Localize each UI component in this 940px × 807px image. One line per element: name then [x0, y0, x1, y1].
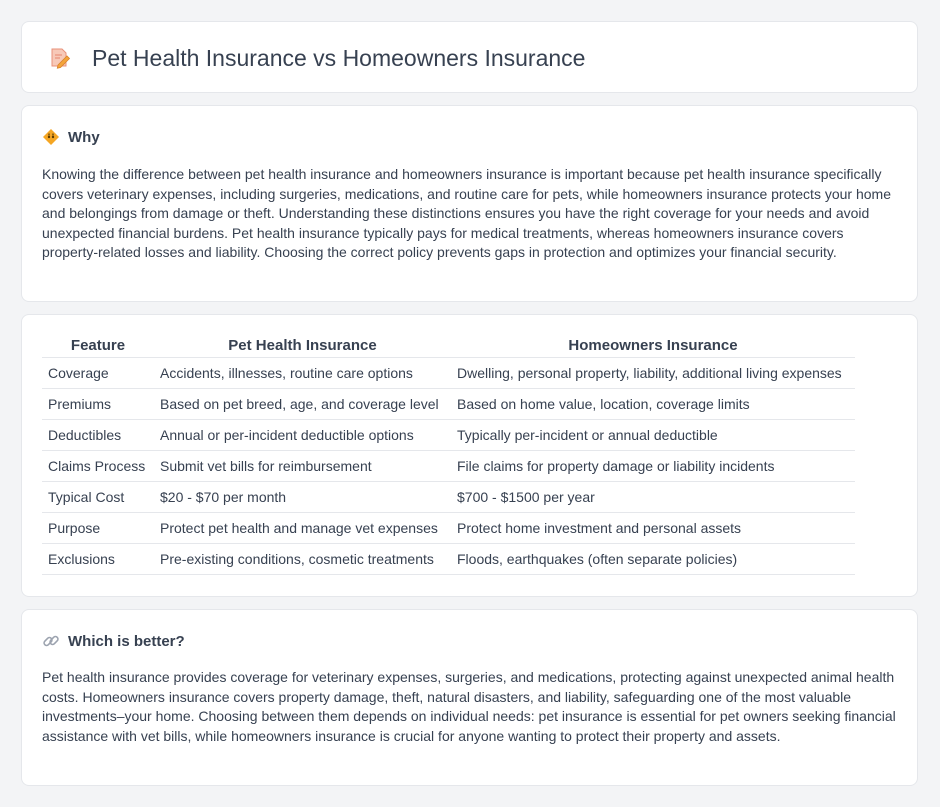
table-row	[42, 482, 855, 513]
header-home: Homeowners Insurance	[451, 334, 855, 358]
table-row	[42, 544, 855, 575]
row-feature: Claims Process	[42, 451, 154, 482]
row-home-value: Protect home investment and personal assets	[451, 513, 855, 544]
row-pet-value: Annual or per-incident deductible options	[154, 420, 451, 451]
why-section	[21, 105, 918, 302]
row-home-value: File claims for property damage or liability incidents	[451, 451, 855, 482]
comparison-table	[42, 334, 855, 575]
row-home-value: Floods, earthquakes (often separate policies)	[451, 544, 855, 575]
row-pet-value: Submit vet bills for reimbursement	[154, 451, 451, 482]
table-header-row	[42, 334, 855, 358]
row-feature: Deductibles	[42, 420, 154, 451]
which-better-section	[21, 609, 918, 786]
better-heading	[42, 631, 185, 651]
table-row	[42, 358, 855, 389]
row-home-value: $700 - $1500 per year	[451, 482, 855, 513]
row-feature: Premiums	[42, 389, 154, 420]
header-feature: Feature	[42, 334, 154, 358]
page-title: Pet Health Insurance vs Homeowners Insurance	[92, 45, 586, 71]
table-row	[42, 420, 855, 451]
why-heading-text: Why	[68, 128, 100, 146]
row-feature: Exclusions	[42, 544, 154, 575]
row-pet-value: Accidents, illnesses, routine care options	[154, 358, 451, 389]
row-feature: Typical Cost	[42, 482, 154, 513]
table-row	[42, 513, 855, 544]
table-row	[42, 389, 855, 420]
table-row	[42, 451, 855, 482]
diamond-warning-icon	[42, 128, 60, 146]
title-card	[21, 21, 918, 93]
better-text: Pet health insurance provides coverage for veterinary expenses, surgeries, and medications, protecting against unexpected animal health costs. Homeowners insurance covers property damage, theft, natural disasters, and liability, safeguarding one of the most valuable investments–your home. Choosing between them depends on individual needs: pet insurance is essential for pet owners seeking financial assistance with vet bills, while homeowners insurance is crucial for anyone wanting to protect their property and assets.	[42, 669, 896, 744]
why-heading	[42, 127, 100, 147]
better-heading-text: Which is better?	[68, 632, 185, 650]
row-home-value: Dwelling, personal property, liability, additional living expenses	[451, 358, 855, 389]
row-feature: Coverage	[42, 358, 154, 389]
row-home-value: Typically per-incident or annual deductible	[451, 420, 855, 451]
header-pet: Pet Health Insurance	[154, 334, 451, 358]
row-pet-value: Pre-existing conditions, cosmetic treatments	[154, 544, 451, 575]
row-pet-value: Based on pet breed, age, and coverage level	[154, 389, 451, 420]
row-pet-value: Protect pet health and manage vet expenses	[154, 513, 451, 544]
row-home-value: Based on home value, location, coverage limits	[451, 389, 855, 420]
comparison-section	[21, 314, 918, 597]
row-pet-value: $20 - $70 per month	[154, 482, 451, 513]
row-feature: Purpose	[42, 513, 154, 544]
document-pencil-icon	[48, 46, 72, 70]
link-icon	[42, 632, 60, 650]
why-text: Knowing the difference between pet health insurance and homeowners insurance is important because pet health insurance specifically covers veterinary expenses, including surgeries, medications, and routine care for pets, while homeowners insurance protects your home and belongings from damage or theft. Understanding these distinctions ensures you have the right coverage for your needs and avoid unexpected financial burdens. Pet health insurance typically pays for medical treatments, whereas homeowners insurance covers property-related losses and liability. Choosing the correct policy prevents gaps in protection and optimizes your financial security.	[42, 166, 891, 261]
